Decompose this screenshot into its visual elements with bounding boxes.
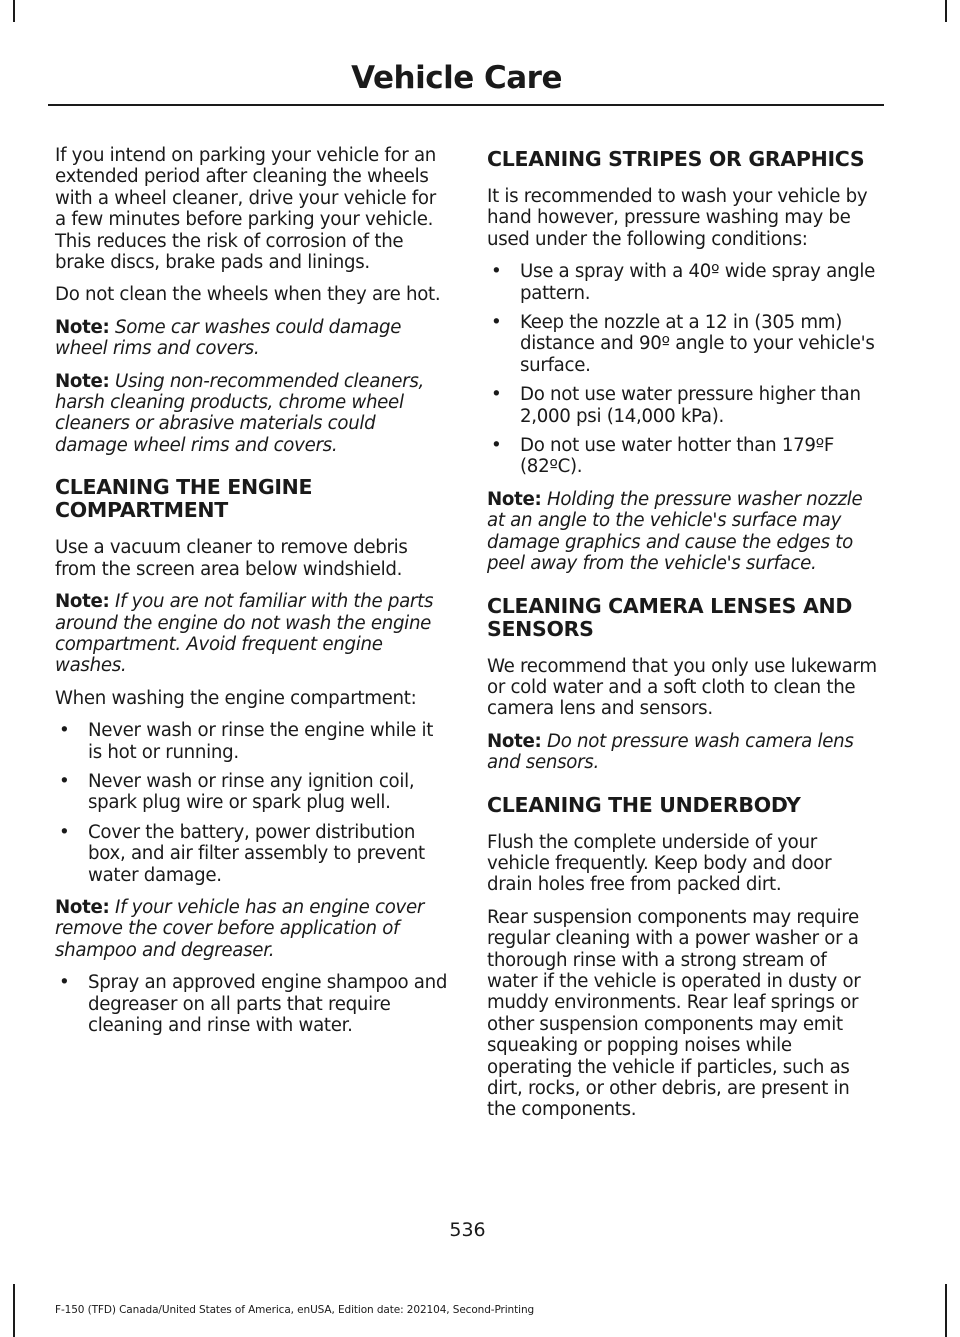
engine-bullet-list-2: [55, 972, 450, 1036]
note-text: If your vehicle has an engine cover remove the cover before application of shampoo and degreaser.: [55, 896, 425, 961]
bullet-icon: •: [59, 972, 70, 994]
left-column: [55, 145, 450, 1047]
note-text: Using non-recommended cleaners, harsh cleaning products, chrome wheel cleaners or abrasive materials could damage wheel rims and covers.: [55, 370, 424, 456]
note-camera-pressure: [487, 731, 882, 774]
note-label: Note:: [487, 730, 542, 752]
list-item-text: Do not use water pressure higher than 2,000 psi (14,000 kPa).: [520, 384, 861, 427]
note-label: Note:: [487, 488, 542, 510]
heading-stripes-graphics: CLEANING STRIPES OR GRAPHICS: [487, 147, 865, 171]
list-item: [55, 972, 450, 1036]
list-item-text: Spray an approved engine shampoo and degreaser on all parts that require cleaning and rinse with water.: [88, 972, 448, 1036]
note-text: Do not pressure wash camera lens and sensors.: [487, 730, 854, 774]
note-engine-parts: [55, 591, 450, 677]
engine-bullet-list: [55, 720, 450, 886]
page-section-title: Vehicle Care: [351, 60, 562, 96]
list-item-text: Use a spray with a 40º wide spray angle pattern.: [520, 261, 876, 304]
paragraph-parking-after-cleaning: If you intend on parking your vehicle for an extended period after cleaning the wheels with a wheel cleaner, drive your vehicle for a few minutes before parking your vehicle. This reduces the risk of corrosion of the brake discs, brake pads and linings.: [55, 145, 437, 274]
bullet-icon: •: [59, 821, 70, 843]
heading-underbody: CLEANING THE UNDERBODY: [487, 792, 801, 817]
bullet-icon: •: [59, 770, 70, 792]
paragraph-hot-wheels: Do not clean the wheels when they are hot.: [55, 284, 441, 306]
list-item-text: Never wash or rinse any ignition coil, spark plug wire or spark plug well.: [88, 770, 415, 814]
header-divider: [48, 104, 884, 106]
list-item-text: Cover the battery, power distribution box, and air filter assembly to prevent water damage.: [88, 821, 425, 886]
note-text: Some car washes could damage wheel rims and covers.: [55, 316, 402, 360]
bullet-icon: •: [491, 312, 502, 334]
note-engine-cover: [55, 897, 450, 961]
crop-mark-bottom-right: [945, 1284, 947, 1337]
bullet-icon: •: [491, 384, 502, 406]
paragraph-pressure-washing: It is recommended to wash your vehicle by hand however, pressure washing may be used under the following conditions:: [487, 186, 868, 250]
note-text: If you are not familiar with the parts around the engine do not wash the engine compartment. Avoid frequent engine washes.: [55, 591, 434, 677]
note-label: Note:: [55, 370, 110, 392]
note-label: Note:: [55, 591, 110, 613]
note-label: Note:: [55, 896, 110, 918]
list-item: [487, 261, 882, 304]
list-item: [487, 435, 882, 478]
list-item: [55, 720, 450, 763]
list-item-text: Never wash or rinse the engine while it is hot or running.: [88, 720, 434, 763]
list-item: [487, 312, 882, 376]
bullet-icon: •: [491, 261, 502, 283]
page-number: 536: [449, 1219, 486, 1241]
paragraph-vacuum: Use a vacuum cleaner to remove debris from the screen area below windshield.: [55, 537, 408, 580]
note-label: Note:: [55, 316, 110, 338]
paragraph-washing-engine: When washing the engine compartment:: [55, 687, 417, 709]
note-car-washes: [55, 317, 450, 360]
list-item: [55, 822, 450, 886]
bullet-icon: •: [491, 435, 502, 457]
stripes-bullet-list: [487, 261, 882, 478]
paragraph-camera-cleaning: We recommend that you only use lukewarm or cold water and a soft cloth to clean the camera lens and sensors.: [487, 655, 877, 720]
crop-mark-top-left: [13, 0, 15, 22]
right-column: [487, 145, 882, 1132]
note-text: Holding the pressure washer nozzle at an angle to the vehicle's surface may damage graphics and cause the edges to peel away from the vehicle's surface.: [487, 488, 863, 575]
list-item: [55, 771, 450, 814]
crop-mark-bottom-left: [13, 1284, 15, 1337]
bullet-icon: •: [59, 720, 70, 742]
paragraph-flush-underside: Flush the complete underside of your vehicle frequently. Keep body and door drain holes free from packed dirt.: [487, 831, 832, 896]
heading-camera-lenses: CLEANING CAMERA LENSES AND SENSORS: [487, 593, 853, 641]
heading-engine-compartment: CLEANING THE ENGINE COMPARTMENT: [55, 475, 313, 523]
list-item-text: Do not use water hotter than 179ºF (82ºC).: [520, 435, 835, 478]
list-item-text: Keep the nozzle at a 12 in (305 mm) distance and 90º angle to your vehicle's surface.: [520, 312, 875, 376]
crop-mark-top-right: [945, 0, 947, 22]
list-item: [487, 384, 882, 427]
note-cleaners: [55, 371, 450, 457]
note-nozzle-angle: [487, 489, 882, 575]
footer-edition-info: F-150 (TFD) Canada/United States of America, enUSA, Edition date: 202104, Second-Printing: [55, 1304, 535, 1316]
paragraph-rear-suspension: Rear suspension components may require regular cleaning with a power washer or a thorough rinse with a strong stream of water if the vehicle is operated in dusty or muddy environments. Rear leaf springs or other suspension components may emit squeaking or popping noises while operating the vehicle if particles, such as dirt, rocks, or other debris, are present in the components.: [487, 906, 861, 1121]
